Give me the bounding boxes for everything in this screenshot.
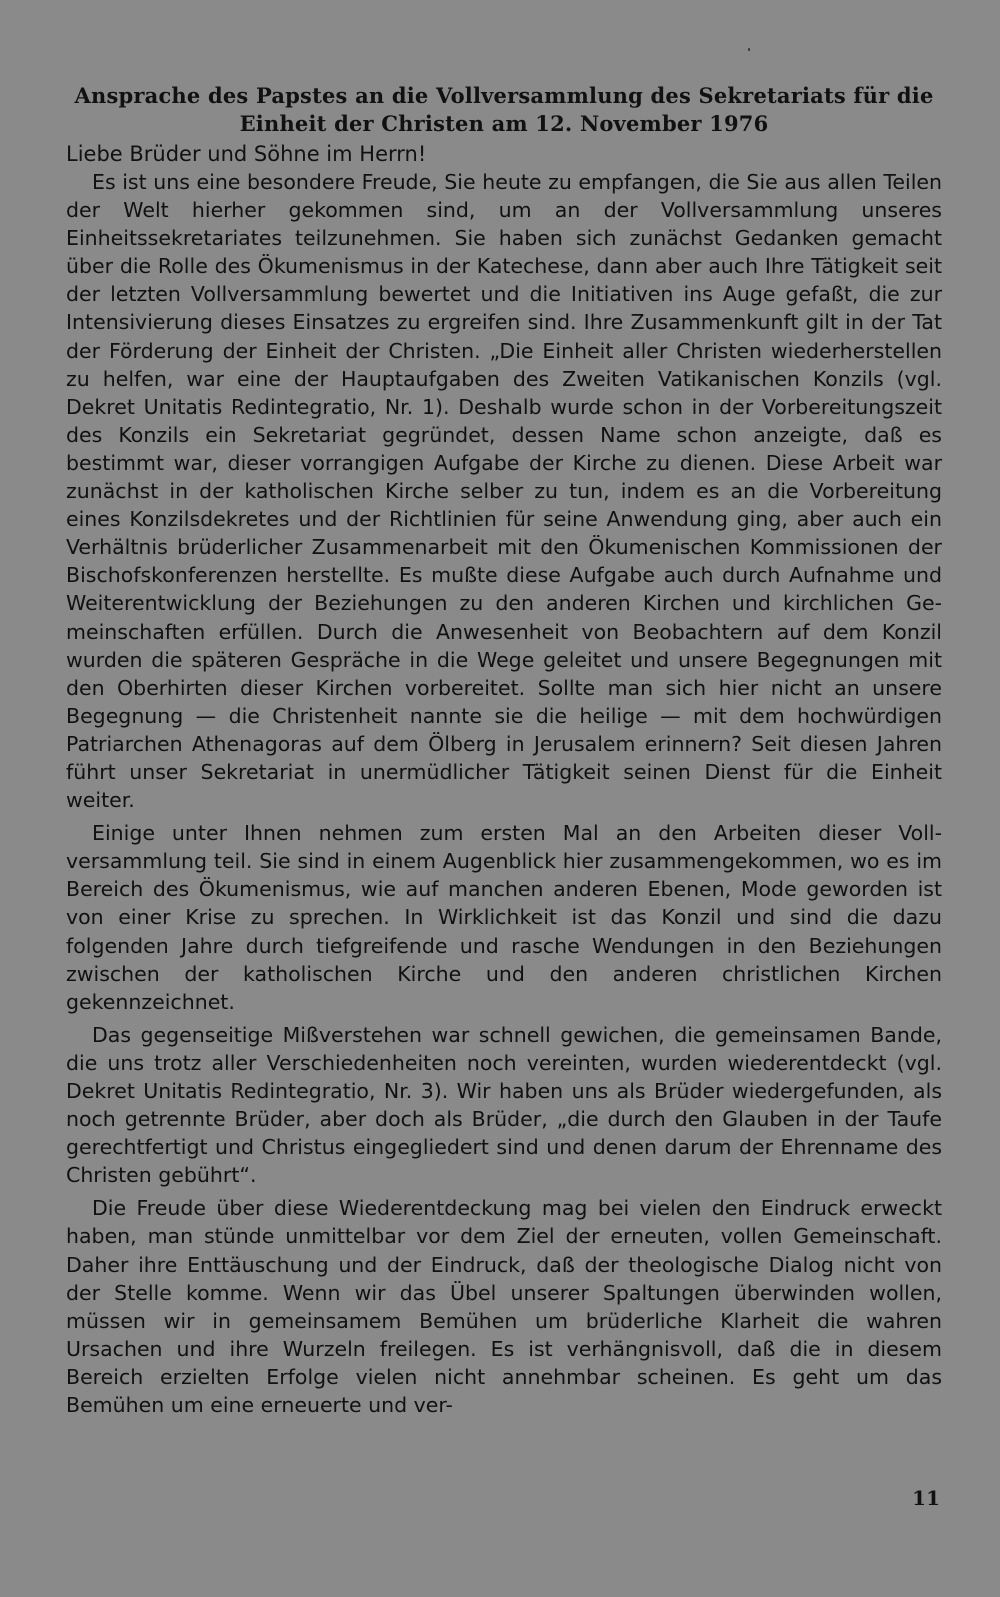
scan-speck — [748, 48, 750, 51]
paragraph-3: Das gegenseitige Mißverstehen war schnell gewichen, die gemeinsamen Bande, die uns trotz aller Verschiedenheiten noch vereinten, wurden wiederentdeckt (vgl. Dekret Unitatis Redintegratio, Nr. 3). Wir haben uns als Brüder wiedergefunden, als noch getrennte Brüder, aber doch als Brüder, „die durch den Glauben in der Taufe gerechtfertigt und Christus eingegliedert sind und denen darum der Ehrenname des Christen gebührt“. — [66, 1022, 942, 1188]
paragraph-2: Einige unter Ihnen nehmen zum ersten Mal an den Arbeiten dieser Vollversammlung teil. Sie sind in einem Augenblick hier zusammengekommen, wo es im Bereich des Ökumenismus, wie auf manchen anderen Ebenen, Mode geworden ist von einer Krise zu sprechen. In Wirklichkeit ist das Konzil und sind die dazu folgenden Jahre durch tiefgreifende und rasche Wendungen in den Beziehungen zwischen der katholischen Kirche und den anderen christlichen Kirchen gekennzeichnet. — [66, 821, 942, 1014]
document-page — [66, 82, 942, 1424]
salutation: Liebe Brüder und Söhne im Herrn! — [66, 142, 427, 166]
title-line-1: Ansprache des Papstes an die Vollversammlung des Sekretariats für die — [74, 83, 934, 108]
title-line-2: Einheit der Christen am 12. November 1976 — [239, 111, 769, 136]
page-number: 11 — [912, 1486, 940, 1510]
document-title — [66, 82, 942, 138]
paragraph-4: Die Freude über diese Wiederentdeckung mag bei vielen den Eindruck erweckt haben, man stünde unmittelbar vor dem Ziel der erneuten, vollen Gemeinschaft. Daher ihre Enttäuschung und der Eindruck, daß der theologische Dialog nicht von der Stelle komme. Wenn wir das Übel unserer Spaltungen überwinden wollen, müssen wir in gemeinsamem Bemühen um brüderliche Klarheit die wahren Ursachen und ihre Wurzeln freilegen. Es ist verhängnisvoll, daß die in diesem Bereich erzielten Erfolge vielen nicht annehmbar scheinen. Es geht um das Bemühen um eine erneuerte und ver- — [66, 1196, 942, 1418]
paragraph-1: Es ist uns eine besondere Freude, Sie heute zu empfangen, die Sie aus allen Teilen der Welt hierher gekommen sind, um an der Vollversammlung unseres Einheitssekretariates teilzunehmen. Sie haben sich zunächst Gedanken gemacht über die Rolle des Ökumenismus in der Katechese, dann aber auch Ihre Tätigkeit seit der letzten Vollversammlung bewertet und die Initiativen ins Auge gefaßt, die zur Intensivierung dieses Einsatzes zu ergreifen sind. Ihre Zusammenkunft gilt in der Tat der Förderung der Einheit der Christen. „Die Einheit aller Christen wiederherstellen zu helfen, war eine der Hauptaufgaben des Zweiten Vatikanischen Konzils (vgl. Dekret Unitatis Redintegratio, Nr. 1). Deshalb wurde schon in der Vorbereitungszeit des Konzils ein Sekretariat gegründet, dessen Name schon anzeigte, daß es bestimmt war, dieser vorrangigen Aufgabe der Kirche zu dienen. Diese Arbeit war zunächst in der katholischen Kirche selber zu tun, indem es an die Vorbereitung eines Konzilsdekretes und der Richtlinien für seine Anwendung ging, aber auch ein Verhältnis brüderlicher Zusammenarbeit mit den Ökumenischen Kommissionen der Bischofskonferenzen herstellte. Es mußte diese Aufgabe auch durch Aufnahme und Weiterentwicklung der Beziehungen zu den anderen Kirchen und kirchlichen Gemeinschaften erfüllen. Durch die Anwesenheit von Beobachtern auf dem Konzil wurden die späteren Gespräche in die Wege geleitet und unsere Begegnungen mit den Oberhirten dieser Kirchen vorbereitet. Sollte man sich hier nicht an unsere Begegnung — die Christenheit nannte sie die heilige — mit dem hochwürdigen Patriarchen Athenagoras auf dem Ölberg in Jerusalem erinnern? Seit diesen Jahren führt unser Sekretariat in unermüdlicher Tätigkeit seinen Dienst für die Einheit weiter. — [66, 170, 942, 813]
